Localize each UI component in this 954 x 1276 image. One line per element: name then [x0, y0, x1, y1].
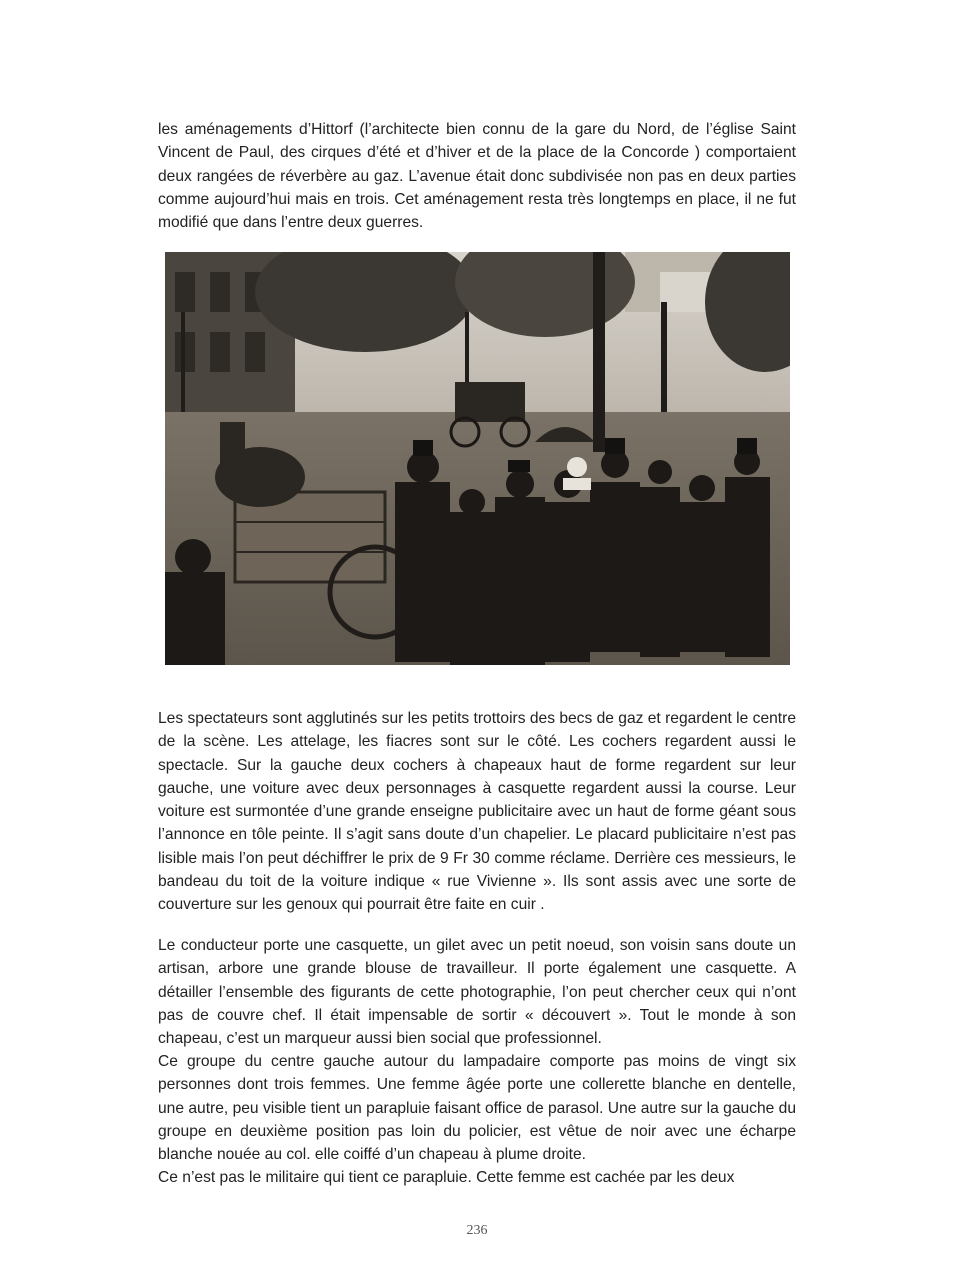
paragraph-spectators: Les spectateurs sont agglutinés sur les petits trottoirs des becs de gaz et regardent le centre de la scène. Les attelage, les fiacres sont sur le côté. Les cochers regardent aussi le spectacle. Sur la gauche deux cochers à chapeaux haut de forme regardent sur leur gauche, une voiture avec deux personnages à casquette regardent aussi la course. Leur voiture est surmontée d’une grande enseigne publicitaire avec un haut de forme géant sous l’annonce en tôle peinte. Il s’agit sans doute d’un chapelier. Le placard publicitaire n’est pas lisible mais l’on peut déchiffrer le prix de 9 Fr 30 comme réclame. Derrière ces messieurs, le bandeau du toit de la voiture indique « rue Vivienne ». Ils sont assis avec une sorte de couverture sur les genoux qui pourrait être faite en cuir .: [158, 710, 796, 914]
paragraph-intro: les aménagements d’Hittorf (l’architecte bien connu de la gare du Nord, de l’église Saint Vincent de Paul, des cirques d’été et d’hiver et de la place de la Concorde ) comportaient deux rangées de réverbère au gaz. L’avenue était donc subdivisée non pas en deux parties comme aujourd’hui mais en trois. Cet aménagement resta très longtemps en place, il ne fut modifié que dans l’entre deux guerres.: [158, 121, 796, 232]
historical-photograph: [165, 252, 790, 665]
page-number: 236: [466, 1223, 488, 1238]
paragraph-group: Ce groupe du centre gauche autour du lampadaire comporte pas moins de vingt six personnes dont trois femmes. Une femme âgée porte une collerette blanche en dentelle, une autre, peu visible tient un parapluie faisant office de parasol. Une autre sur la gauche du groupe en deuxième position pas loin du policier, est vêtue de noir avec une écharpe blanche nouée au col. elle coiffé d’un chapeau à plume droite.: [158, 1053, 796, 1164]
paragraph-umbrella: Ce n’est pas le militaire qui tient ce parapluie. Cette femme est cachée par les deux: [158, 1169, 735, 1186]
paragraph-driver: Le conducteur porte une casquette, un gilet avec un petit noeud, son voisin sans doute un artisan, arbore une grande blouse de travailleur. Il porte également une casquette. A détailler l’ensemble des figurants de cette photographie, l’on peut chercher ceux qui n’ont pas de couvre chef. Il était impensable de sortir « découvert ». Tout le monde à son chapeau, c’est un marqueur aussi bien social que professionnel.: [158, 937, 796, 1048]
